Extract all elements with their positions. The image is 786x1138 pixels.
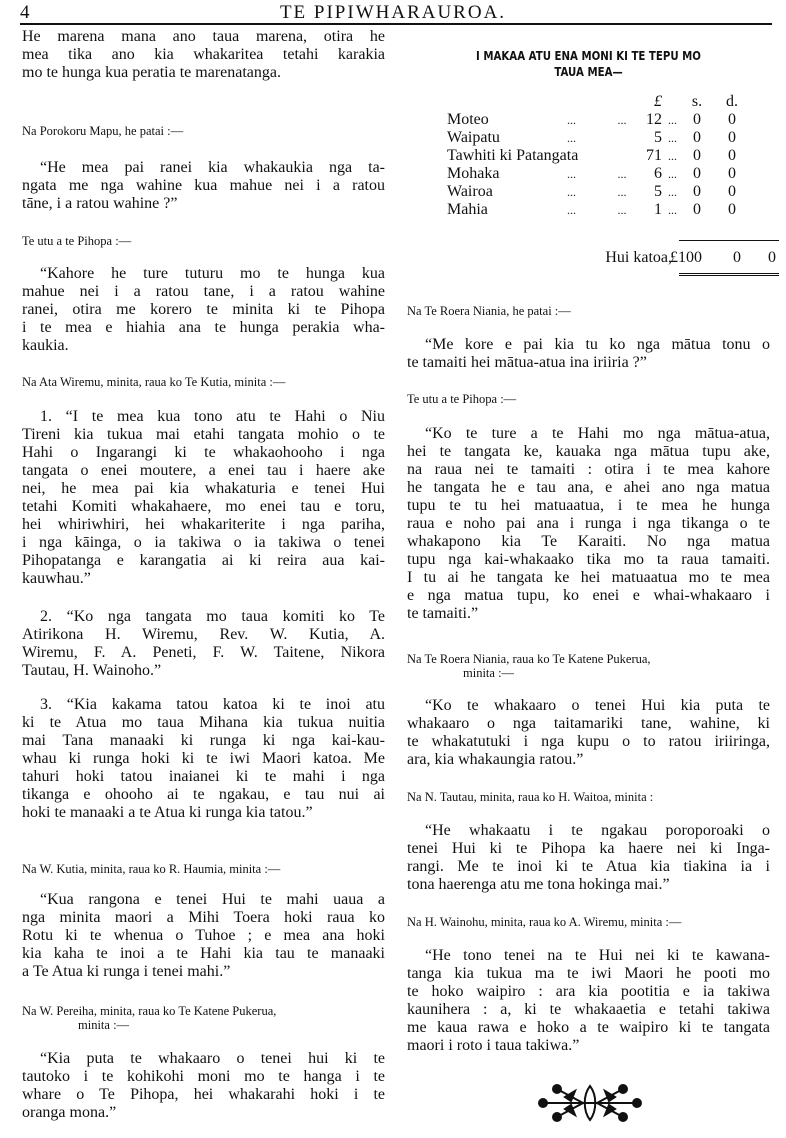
pounds-value: 6: [654, 165, 662, 182]
text-line: Pihopatanga e karangatia ai ki reira aua kai-: [22, 552, 385, 569]
text-line: I tu ai he tangata ke hei matuaatua mo te mea: [407, 569, 770, 586]
speaker-caption: [22, 375, 385, 389]
speaker-caption: [22, 862, 385, 876]
text-line: Na W. Pereiha, minita, raua ko Te Katene Pukerua,: [22, 1004, 277, 1018]
text-line: “Ko te whakaaro o tenei Hui kia puta te: [425, 697, 770, 714]
money-row: [447, 129, 742, 147]
leader-dots: ...: [668, 131, 677, 145]
text-line: whakapono kia Te Karaiti. No nga matua: [407, 533, 770, 550]
text-line: whakaaro o nga taitamariki tane, wahine, ki: [407, 715, 770, 732]
text-line: tikanga e ohooho ai te ngakau, e tau nui ai: [22, 786, 385, 803]
text-line: i nga kāinga, o ia takiwa o ia takiwa o tenei: [22, 534, 385, 551]
text-line: Te utu a te Pihopa :—: [407, 392, 517, 406]
text-line: tupu te tu hei matuaatua, i te mea he hunga: [407, 497, 770, 514]
text-line: ranei, otira me korero te minita ki te Pihopa: [22, 301, 385, 318]
text-line: tāne, i a ratou wahine ?”: [22, 195, 178, 212]
total-pence: 0: [768, 249, 776, 266]
paragraph: [407, 336, 770, 372]
pounds-value: 1: [654, 201, 662, 218]
text-line: minita :—: [78, 1018, 130, 1032]
text-line: tanga kia tukua ma te iwi Maori he pooti mo: [407, 965, 770, 982]
paragraph: [22, 608, 385, 680]
text-line: ki te Atua mo taua Mihana kia tukua nuitia: [22, 714, 385, 731]
shillings-value: 0: [693, 201, 701, 218]
text-line: “Kahore he ture tuturu mo te hunga kua: [40, 265, 385, 282]
paragraph: [22, 696, 385, 822]
pounds-value: 5: [654, 129, 662, 146]
text-line: tetahi Komiti whakahaere, mo enei tau e toru,: [22, 498, 385, 515]
place-name: Waipatu: [447, 129, 500, 146]
text-line: mahue nei i a ratou tane, i a ratou wahine: [22, 283, 385, 300]
speaker-caption: [407, 790, 770, 804]
shillings-value: 0: [693, 165, 701, 182]
speaker-caption: [407, 652, 770, 680]
money-table: [447, 93, 742, 219]
leader-dots: ...: [668, 203, 677, 217]
header-rule: [20, 23, 772, 25]
speaker-caption: [22, 234, 385, 248]
pence-value: 0: [728, 201, 736, 218]
leader-dots: ...: [567, 131, 576, 145]
text-line: hei te tangata ke, kauaka nga mātua tupu ake,: [407, 443, 770, 460]
text-line: kia kaha te inoi a te Hahi kia tau te manaaki: [22, 945, 385, 962]
text-line: Na Te Roera Niania, he patai :—: [407, 304, 571, 318]
sum-rule: [679, 240, 779, 241]
text-line: Na Ata Wiremu, minita, raua ko Te Kutia, minita :—: [22, 375, 286, 389]
leader-dots: ...: [617, 203, 627, 217]
text-line: me kaua rawa e hoko a te waipiro ki te tangata: [407, 1019, 770, 1036]
text-line: tangata o enei moutere, a enei tau i haere ake: [22, 462, 385, 479]
pence-value: 0: [728, 111, 736, 128]
text-line: maori i roto i taua takiwa.”: [407, 1037, 580, 1054]
text-line: tona haerenga atu me tona hokinga mai.”: [407, 876, 670, 893]
text-line: te hoko waipiro : ara kia pootitia e ia takiwa: [407, 983, 770, 1000]
leader-dots: ...: [567, 167, 576, 181]
text-line: i te mea e hiahia ana te hunga perakia wha-: [22, 319, 385, 336]
text-line: te tamaiti hei mātua-atua ina iriiria ?”: [407, 354, 647, 371]
total-shillings: 0: [733, 249, 741, 266]
paragraph: [22, 265, 385, 355]
text-line: 3. “Kia kakama tatou katoa ki te inoi atu: [40, 696, 385, 713]
speaker-caption: [407, 392, 770, 406]
text-line: “Me kore e pai kia tu ko nga mātua tonu o: [425, 336, 770, 353]
paragraph: [407, 697, 770, 769]
text-line: kaunihera : a, ki te whakaaetia e tetahi takiwa: [407, 1001, 770, 1018]
speaker-caption: [407, 915, 770, 929]
text-line: Tautau, H. Wainoho.”: [22, 662, 162, 679]
text-line: 1. “I te mea kua tono atu te Hahi o Niu: [40, 408, 385, 425]
leader-dots: ...: [567, 203, 576, 217]
text-line: “Ko te ture a te Hahi mo nga mātua-atua,: [425, 425, 770, 442]
place-name: Mohaka: [447, 165, 500, 182]
text-line: Te utu a te Pihopa :—: [22, 234, 132, 248]
text-line: Na Te Roera Niania, raua ko Te Katene Pukerua,: [407, 652, 651, 666]
newspaper-title: TE PIPIWHARAUROA.: [279, 2, 507, 23]
place-name: Tawhiti ki Patangata: [447, 147, 579, 164]
paragraph: [407, 425, 770, 623]
text-line: na raua nei te tamaiti : otira i te mea kahore: [407, 461, 770, 478]
total-pounds: £100: [670, 249, 702, 266]
money-row: [447, 147, 742, 165]
paragraph: [22, 891, 385, 981]
text-line: mo te hunga kua peratia te marenatanga.: [22, 64, 281, 81]
paragraph: [407, 822, 770, 894]
shillings-value: 0: [693, 111, 701, 128]
text-line: Rotu ki te whenua o Tuhoe ; e mea ana hoki: [22, 927, 385, 944]
shillings-value: 0: [693, 129, 701, 146]
shillings-value: 0: [693, 183, 701, 200]
text-line: Na Porokoru Mapu, he patai :—: [22, 124, 184, 138]
speaker-caption: [22, 124, 385, 138]
text-line: Na W. Kutia, minita, raua ko R. Haumia, minita :—: [22, 862, 281, 876]
text-line: minita :—: [463, 666, 515, 680]
text-line: tautoko i te kohikohi moni mo te hanga i te: [22, 1068, 385, 1085]
text-line: “He whakaatu i te ngakau poroporoaki o: [425, 822, 770, 839]
place-name: Moteo: [447, 111, 489, 128]
shillings-header: s.: [691, 93, 703, 110]
leader-dots: ...: [668, 149, 677, 163]
speaker-caption: [407, 304, 770, 318]
money-row: [447, 111, 742, 129]
money-row: [447, 183, 742, 201]
text-line: he tangata he e tau ana, e ahei ano nga matua: [407, 479, 770, 496]
text-line: Atirikona H. Wiremu, Rev. W. Kutia, A.: [22, 626, 385, 643]
text-line: tahuri hoki tatou inaianei ki te mahi i nga: [22, 768, 385, 785]
leader-dots: ...: [617, 113, 627, 127]
page-number: 4: [20, 2, 30, 23]
shillings-value: 0: [693, 147, 701, 164]
total-label: Hui katoa,: [605, 249, 672, 266]
place-name: Mahia: [447, 201, 488, 218]
text-line: He marena mana ano taua marena, otira he: [22, 28, 385, 45]
text-line: mai Tana manaaki ki runga ki nga kai-kau-: [22, 732, 385, 749]
text-line: oranga mona.”: [22, 1104, 117, 1121]
text-line: e nga matua tupu, ko enei e whai-whakaaro i: [407, 587, 770, 604]
paragraph: [22, 1050, 385, 1122]
total-double-rule: [679, 273, 779, 276]
pounds-value: 71: [646, 147, 662, 164]
leader-dots: ...: [567, 185, 576, 199]
decorative-ornament-icon: [535, 1083, 645, 1128]
heading-line: TAUA MEA—: [554, 65, 623, 79]
text-line: Na H. Wainohu, minita, raua ko A. Wiremu, minita :—: [407, 915, 682, 929]
text-line: mea tika ano kia whakaritea tetahi karakia: [22, 46, 385, 63]
pounds-value: 12: [646, 111, 662, 128]
text-line: hei whiriwhiri, hei whakariterite i nga pariha,: [22, 516, 385, 533]
text-line: “Kua rangona e tenei Hui te mahi uaua a: [40, 891, 385, 908]
text-line: te tamaiti.”: [407, 605, 479, 622]
text-line: tenei Hui ki te Pihopa ka haere nei ki Inga-: [407, 840, 770, 857]
text-line: hoki te manaaki a te Atua ki runga kia tatou.”: [22, 804, 313, 821]
pence-value: 0: [728, 147, 736, 164]
leader-dots: ...: [617, 167, 627, 181]
text-line: a Te Atua ki runga i tenei mahi.”: [22, 963, 231, 980]
leader-dots: ...: [617, 185, 627, 199]
paragraph: [22, 159, 385, 213]
text-line: kauwhau.”: [22, 570, 91, 587]
money-row: [447, 165, 742, 183]
text-line: nga minita maori a Mihi Toera hoki raua ko: [22, 909, 385, 926]
text-line: Wiremu, F. A. Peneti, F. W. Taitene, Nikora: [22, 644, 385, 661]
money-row: [447, 201, 742, 219]
text-line: Tireni kia tukua mai etahi tangata mohio o te: [22, 426, 385, 443]
money-table-heading: [434, 48, 743, 80]
text-line: Hahi o Ingarangi ki te whakaohooho i nga: [22, 444, 385, 461]
pence-header: d.: [726, 93, 738, 110]
text-line: raua e noho pai ana i runga i nga tikanga o te: [407, 515, 770, 532]
text-line: “Kia puta te whakaaro o tenei hui ki te: [40, 1050, 385, 1067]
text-line: te whakatutuki i nga kupu o to ratou iriiringa,: [407, 733, 770, 750]
text-line: “He mea pai ranei kia whakaukia nga ta-: [40, 159, 385, 176]
text-line: ara, kia whakaungia ratou.”: [407, 751, 584, 768]
text-line: whare o Te Pihopa, hei whakarahi hoki i te: [22, 1086, 385, 1103]
text-line: “He tono tenei na te Hui nei ki te kawana-: [425, 947, 770, 964]
pence-value: 0: [728, 165, 736, 182]
text-line: 2. “Ko nga tangata mo taua komiti ko Te: [40, 608, 385, 625]
text-line: tupu nga kai-whakaako tika mo ta raua tamaiti.: [407, 551, 770, 568]
pence-value: 0: [728, 183, 736, 200]
pounds-value: 5: [654, 183, 662, 200]
leader-dots: ...: [668, 113, 677, 127]
text-line: whau ki runga hoki ki te iwi Maori katoa. Me: [22, 750, 385, 767]
speaker-caption: [22, 1004, 385, 1032]
paragraph: [22, 408, 385, 588]
pounds-header: £: [654, 93, 662, 110]
text-line: rangi. Me te inoi ki te Atua kia tiakina ia i: [407, 858, 770, 875]
text-line: nei, he mea pai kia whakaturia e tenei Hui: [22, 480, 385, 497]
pence-value: 0: [728, 129, 736, 146]
place-name: Wairoa: [447, 183, 493, 200]
paragraph: [407, 947, 770, 1055]
text-line: Na N. Tautau, minita, raua ko H. Waitoa, minita :: [407, 790, 654, 804]
leader-dots: ...: [668, 167, 677, 181]
money-table-header-row: [447, 93, 742, 111]
leader-dots: ...: [567, 113, 576, 127]
text-line: kaukia.: [22, 337, 69, 354]
heading-line: I MAKAA ATU ENA MONI KI TE TEPU MO: [476, 49, 701, 63]
leader-dots: ...: [668, 185, 677, 199]
text-line: ngata me nga wahine kua mahue nei i a ratou: [22, 177, 385, 194]
paragraph: [22, 28, 385, 82]
